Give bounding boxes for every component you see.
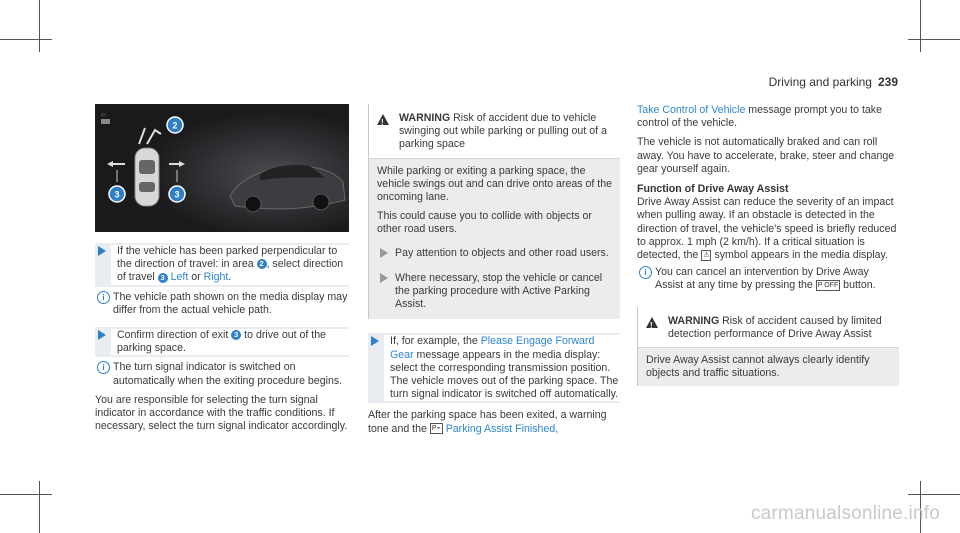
page-header (769, 75, 898, 89)
warning-box-detection (637, 307, 899, 387)
paragraph-responsibility: You are responsible for selecting the turn signal indicator in accordance with the traffic conditions. If necessary, select the turn signal indicator accordingly. (95, 393, 348, 433)
warning-icon (377, 114, 389, 125)
svg-text:3: 3 (174, 189, 180, 200)
parking-assist-icon: P⌁ (431, 425, 441, 433)
parking-illustration (95, 104, 349, 232)
paragraph-take-control: Take Control of Vehicle message prompt you to take control of the vehicle. (637, 104, 882, 130)
info-icon: i (639, 266, 652, 279)
paragraph-exited: After the parking space has been exited, a warning tone and the P⌁ Parking Assist Finished, (368, 409, 607, 435)
svg-text:2: 2 (172, 120, 178, 131)
step-select-gear: If, for example, the Please Engage Forward Gear message appears in the media display: select the corresponding transmission position. The vehicle moves out of the parking space. The turn signal indicator is switched off automatically. (368, 333, 620, 403)
paragraph-not-braked: The vehicle is not automatically braked and can roll away. You have to accelerate, brake, steer and change gear yourself again. (637, 136, 895, 175)
section-title: Driving and parking (768, 75, 872, 89)
step-arrow-icon (380, 273, 388, 283)
column-2 (368, 104, 620, 436)
crop-mark (908, 494, 960, 495)
note-vehicle-path: i The vehicle path shown on the media display may differ from the actual vehicle path. (95, 291, 349, 317)
p-off-button-icon: P OFF (817, 282, 839, 290)
info-icon: i (97, 291, 110, 304)
link-engage-forward-gear[interactable]: Please Engage Forward Gear (390, 335, 595, 361)
car-top-view (135, 148, 159, 206)
svg-text:3: 3 (114, 189, 120, 200)
crop-mark (39, 481, 40, 533)
warning-text: Drive Away Assist cannot always clearly identify objects and traffic situations. (638, 347, 899, 386)
warning-step: Pay attention to objects and other road users. (377, 245, 612, 262)
crop-mark (39, 0, 40, 52)
callout-3-right (169, 186, 185, 202)
callout-3-left (109, 186, 125, 202)
callout-2 (167, 117, 183, 133)
callout-number: 3 (231, 330, 241, 340)
warning-lead: Risk of accident caused by limited detection performance of Drive Away Assist (668, 314, 882, 340)
column-1 (95, 104, 349, 433)
page-number: 239 (877, 75, 898, 89)
parking-figure (95, 104, 349, 232)
link-take-control[interactable]: Take Control of Vehicle (637, 104, 746, 116)
warning-step: Where necessary, stop the vehicle or cancel the parking procedure with Active Parking Assist. (377, 270, 612, 314)
callout-number: 3 (158, 273, 168, 283)
step-arrow-icon (380, 248, 388, 258)
warning-text: This could cause you to collide with objects or other road users. (377, 210, 592, 236)
crop-mark (0, 39, 52, 40)
link-parking-assist-finished[interactable]: Parking Assist Finished, (445, 422, 559, 435)
paragraph-function: Drive Away Assist can reduce the severity of an impact when pulling away. If an obstacle is detected in the direction of travel, the vehicle's speed is briefly reduced to approx. 1 mph (2 km/h). If a critical situation is detected, the ⚠ symbol appears in the media display. (637, 196, 897, 262)
step-arrow-icon (98, 330, 106, 340)
display-icon: ▭ (101, 112, 106, 118)
warning-icon (646, 317, 658, 328)
step-arrow-icon (98, 246, 106, 256)
note-cancel: i You can cancel an intervention by Drive Away Assist at any time by pressing the P OFF button. (637, 266, 899, 292)
link-left[interactable]: Left (170, 271, 189, 284)
crop-mark (908, 39, 960, 40)
step-confirm-direction: Confirm direction of exit 3 to drive out of the parking space. (95, 327, 349, 357)
step-arrow-icon (371, 336, 379, 346)
warning-lead: Risk of accident due to vehicle swinging out while parking or pulling out of a parking space (399, 112, 607, 151)
warning-title: WARNING (668, 314, 720, 327)
drive-away-assist-icon: ⚠ (703, 251, 710, 259)
crop-mark (0, 494, 52, 495)
warning-box (368, 104, 620, 319)
crop-mark (920, 0, 921, 52)
warning-text: While parking or exiting a parking space, the vehicle swings out and can drive onto areas of the oncoming lane. (377, 164, 612, 204)
column-3 (637, 104, 899, 386)
link-right[interactable]: Right (203, 271, 229, 284)
watermark: carmanualsonline.info (750, 503, 940, 524)
warning-title: WARNING (399, 112, 451, 124)
callout-number: 2 (257, 259, 267, 269)
note-turn-signal: i The turn signal indicator is switched on automatically when the exiting procedure begins. (95, 361, 349, 387)
section-heading: Function of Drive Away Assist (637, 183, 789, 196)
info-icon: i (97, 361, 110, 374)
step-select-direction: If the vehicle has been parked perpendicular to the direction of travel: in area 2 , select direction of travel 3 Left or Right. (95, 243, 349, 287)
